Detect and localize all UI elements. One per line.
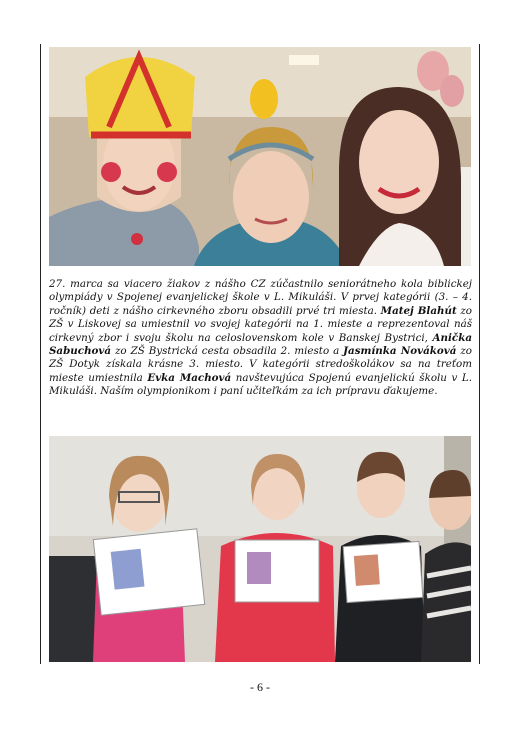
caption-text-5: navštevujúca Spojenú evanjelickú školu v L. Mikuláši. Naším olympionikom i paní učiteľkám za ich prípravu ďakujeme. bbox=[49, 371, 472, 398]
name-jasminka-novakova: Jasmínka Nováková bbox=[343, 345, 457, 358]
photo-three-women bbox=[49, 47, 471, 266]
photo-children-with-diplomas bbox=[49, 436, 471, 662]
name-evka-machova: Evka Machová bbox=[147, 371, 232, 384]
caption-text-2: zo ZŠ v Liskovej sa umiestnil vo svojej kategórii na 1. mieste a reprezentoval náš cirkevný zbor i svoju školu na celoslovenskom kole v Banskej Bystrici, bbox=[49, 304, 472, 344]
name-anicka-sabuchova: Anička Sabuchová bbox=[49, 331, 472, 358]
article-caption bbox=[49, 278, 472, 399]
name-matej-blahut: Matej Blahút bbox=[380, 304, 457, 317]
caption-text-1: 27. marca sa viacero žiakov z nášho CZ zúčastnilo seniorátneho kola biblickej olympiády v Spojenej evanjelickej škole v L. Mikuláši. V prvej kategórii (3. – 4. ročník) deti z nášho cirkevného zboru obsadili prvé tri miesta. bbox=[49, 278, 472, 317]
caption-text-4: zo ZŠ Dotyk získala krásne 3. miesto. V kategórii stredoškolákov sa na treťom mieste umiestnila bbox=[49, 345, 472, 384]
caption-text-3: zo ZŠ Bystrická cesta obsadila 2. miesto a bbox=[111, 345, 344, 358]
page-number: - 6 - bbox=[250, 680, 270, 694]
